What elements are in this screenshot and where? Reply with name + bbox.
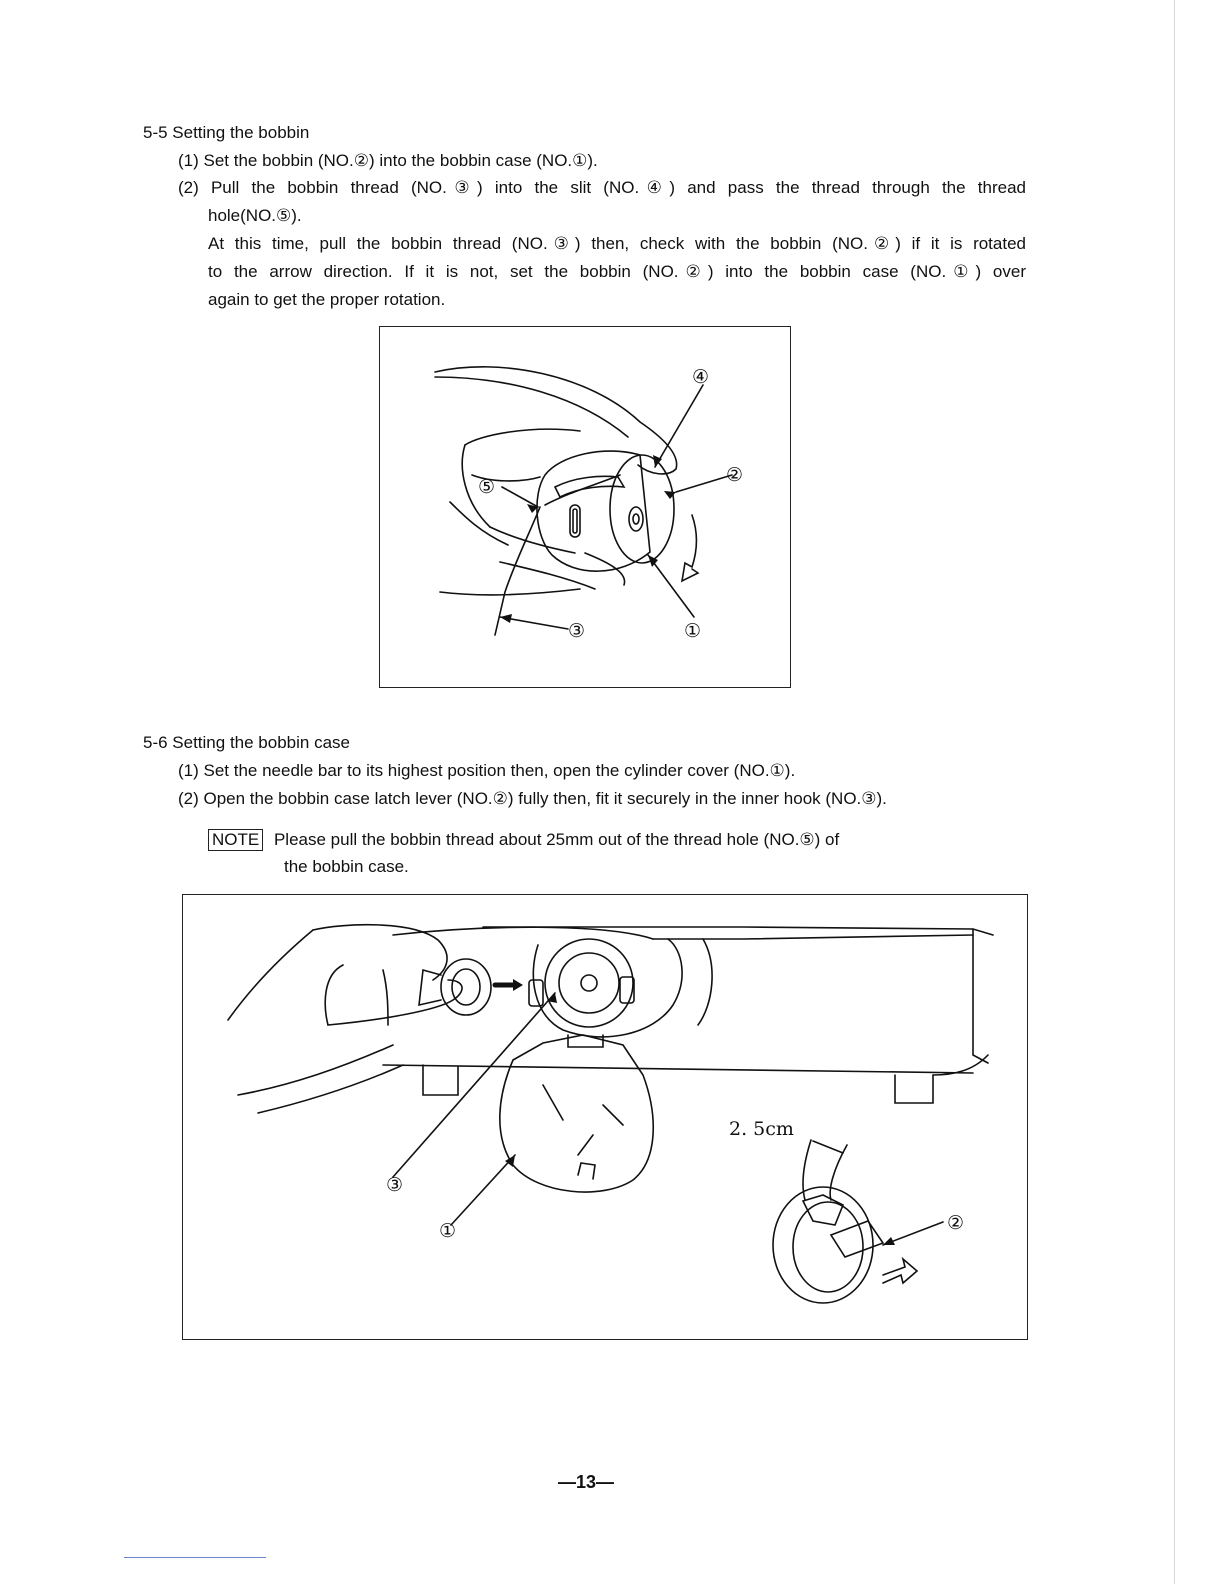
section-5-5-step-2-line-4: to the arrow direction. If it is not, set the bobbin (NO.②) into the bobbin case (NO.①) over bbox=[208, 262, 1026, 281]
note-block bbox=[208, 829, 839, 851]
figure-1-callout-5: ⑤ bbox=[478, 476, 496, 498]
figure-1-callout-4: ④ bbox=[692, 366, 710, 388]
section-5-5-step-2-line-1: (2) Pull the bobbin thread (NO.③) into the slit (NO.④) and pass the thread through the thread bbox=[178, 178, 1026, 197]
section-5-6-heading: 5-6 Setting the bobbin case bbox=[143, 733, 350, 752]
figure-1-callout-1: ① bbox=[684, 620, 702, 642]
bobbin-setting-figure bbox=[379, 326, 791, 688]
note-text-line-1: Please pull the bobbin thread about 25mm out of the thread hole (NO.⑤) of bbox=[273, 830, 840, 849]
section-5-6-step-1: (1) Set the needle bar to its highest position then, open the cylinder cover (NO.①). bbox=[178, 761, 796, 780]
figure-1-callout-3: ③ bbox=[568, 620, 586, 642]
section-5-6-step-2: (2) Open the bobbin case latch lever (NO.②) fully then, fit it securely in the inner hook (NO.③). bbox=[178, 789, 887, 808]
section-5-5-step-2-line-3: At this time, pull the bobbin thread (NO.③) then, check with the bobbin (NO.②) if it is rotated bbox=[208, 234, 1026, 253]
figure-2-callout-1: ① bbox=[439, 1220, 457, 1242]
section-5-5-heading: 5-5 Setting the bobbin bbox=[143, 123, 310, 142]
figure-2-callout-2: ② bbox=[947, 1212, 965, 1234]
section-5-5-step-2-line-5: again to get the proper rotation. bbox=[208, 290, 446, 309]
section-5-5-step-1: (1) Set the bobbin (NO.②) into the bobbin case (NO.①). bbox=[178, 151, 598, 170]
note-text-line-2: the bobbin case. bbox=[284, 857, 409, 876]
page-edge-line bbox=[1174, 0, 1175, 1584]
note-label: NOTE bbox=[208, 829, 263, 851]
bobbin-case-illustration bbox=[183, 895, 1027, 1339]
page-number: —13— bbox=[558, 1472, 615, 1492]
bobbin-case-setting-figure bbox=[182, 894, 1028, 1340]
figure-1-callout-2: ② bbox=[726, 464, 744, 486]
bobbin-illustration bbox=[380, 327, 790, 687]
bottom-rule bbox=[124, 1557, 266, 1558]
section-5-5-step-2-line-2: hole(NO.⑤). bbox=[208, 206, 302, 225]
figure-2-dimension-label: 2. 5cm bbox=[729, 1118, 794, 1140]
figure-2-callout-3: ③ bbox=[386, 1174, 404, 1196]
